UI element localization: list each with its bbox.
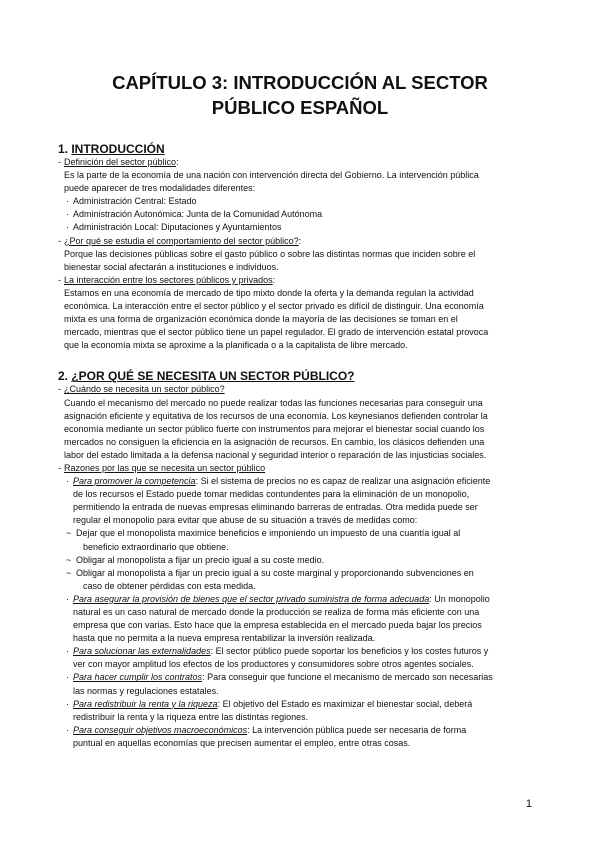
interaction-item xyxy=(58,274,548,287)
reason-provision xyxy=(58,593,548,606)
title-line-2: PÚBLICO ESPAÑOL xyxy=(211,97,389,118)
page-number: 1 xyxy=(525,798,532,810)
reason-label: Para asegurar la provisión de bienes que el sector privado suministra de forma adecuada xyxy=(73,593,430,604)
modality-item xyxy=(58,208,548,221)
when-label: ¿Cuándo se necesita un sector público? xyxy=(64,384,225,395)
page-title xyxy=(0,70,600,120)
interaction-text-line: mixta es una forma de organización económica donde la mayoría de las decisiones se toman en el xyxy=(64,314,458,325)
section-2-heading xyxy=(58,369,548,383)
reason-contracts xyxy=(58,671,548,684)
reason-text-line: regular el monopolio para evitar que abuse de su situación a través de medidas como: xyxy=(73,515,418,526)
reasons-label: Razones por las que se necesita un sector público xyxy=(64,462,266,473)
reason-text: : El sector público puede soportar los beneficios y los costes futuros y xyxy=(210,646,489,657)
reason-competition xyxy=(58,475,548,488)
dash-marker: - xyxy=(58,274,61,285)
reason-label: Para promover la competencia xyxy=(73,476,196,487)
bullet-marker: · xyxy=(66,222,69,233)
section-2-number: 2. xyxy=(58,369,72,384)
document-body xyxy=(58,142,548,750)
measure-text: Dejar que el monopolista maximice beneficios e imponiendo un impuesto de una cuantía igual al xyxy=(76,528,461,539)
definition-item xyxy=(58,156,548,169)
reason-label: Para conseguir objetivos macroeconómicos xyxy=(73,724,248,735)
interaction-colon: : xyxy=(272,274,276,285)
tilde-marker: ~ xyxy=(66,528,72,539)
reason-text-line: natural es un caso natural de mercado donde la producción se realiza de forma más eficiente con una xyxy=(73,607,480,617)
reason-externalities xyxy=(58,645,548,658)
reason-text-line: de los recursos el Estado puede tomar medidas contundentes para la eliminación de un monopolio, xyxy=(73,489,470,500)
measure-text: Obligar al monopolista a fijar un precio igual a su coste marginal y proporcionando subvenciones en xyxy=(76,567,474,578)
bullet-marker: · xyxy=(66,593,69,604)
reason-text: : Si el sistema de precios no es capaz de realizar una asignación eficiente xyxy=(195,476,491,487)
why-colon: : xyxy=(298,235,302,246)
reason-label: Para hacer cumplir los contratos xyxy=(73,672,203,683)
why-text-line: bienestar social afectarán a instituciones e individuos. xyxy=(64,261,279,272)
modality-text: Administración Autonómica: Junta de la Comunidad Autónoma xyxy=(73,209,323,220)
reason-text-line: redistribuir la renta y la riqueza entre las distintas regiones. xyxy=(73,711,309,722)
title-line-1: CAPÍTULO 3: INTRODUCCIÓN AL SECTOR xyxy=(112,72,488,93)
bullet-marker: · xyxy=(66,646,69,657)
measure-item xyxy=(58,554,548,567)
dash-marker: - xyxy=(58,235,61,246)
dash-marker: - xyxy=(58,157,61,167)
reasons-item xyxy=(58,462,548,475)
when-text-line: mercados no consiguen la eficiencia en la asignación de recursos. En cambio, los clásicos defienden una xyxy=(64,436,485,447)
modality-item xyxy=(58,221,548,234)
why-text-line: Porque las decisiones públicas sobre el gasto público o sobre las distintas normas que inciden sobre el xyxy=(64,248,476,259)
section-1-title: INTRODUCCIÓN xyxy=(71,142,165,156)
reason-text: : Un monopolio xyxy=(429,593,490,604)
bullet-marker: · xyxy=(66,476,69,487)
reason-text: : La intervención pública puede ser necesaria de forma xyxy=(247,724,467,735)
reason-label: Para redistribuir la renta y la riqueza xyxy=(73,698,218,709)
bullet-marker: · xyxy=(66,698,69,709)
measure-text-line: caso de obtener pérdidas con esta medida. xyxy=(83,580,256,591)
modality-text: Administración Central: Estado xyxy=(73,196,197,207)
reason-text-line: ver con mayor amplitud los efectos de los productores y consumidores sobre otros agentes sociales. xyxy=(73,659,474,670)
dash-marker: - xyxy=(58,462,61,473)
definition-colon: : xyxy=(176,157,179,167)
interaction-text-line: que la economía mixta se aproxime a la planificada o a la capitalista de libre mercado. xyxy=(64,340,408,351)
definition-text-line: puede aparecer de tres modalidades diferentes: xyxy=(64,183,256,194)
reason-redistribution xyxy=(58,698,548,711)
interaction-text-line: mercado, mientras que el sector público tiene un papel regulador. El grado de intervención estatal provoca xyxy=(64,327,489,338)
interaction-text-line: Estamos en una economía de mercado de tipo mixto donde la oferta y la demanda regulan la actividad xyxy=(64,287,474,298)
when-text-line: labor del estado limitada a la defensa nacional y seguridad interior o reparación de las injusticias sociales. xyxy=(64,449,487,460)
section-2-title: ¿POR QUÉ SE NECESITA UN SECTOR PÚBLICO? xyxy=(71,369,355,384)
why-label: ¿Por qué se estudia el comportamiento del sector público? xyxy=(64,235,299,246)
measure-item xyxy=(58,567,548,580)
definition-text-line: Es la parte de la economía de una nación con intervención directa del Gobierno. La intervención pública xyxy=(64,170,479,181)
when-item xyxy=(58,383,548,396)
dash-marker: - xyxy=(58,384,61,395)
why-item xyxy=(58,235,548,248)
section-1-number: 1. xyxy=(58,142,72,156)
reason-text: : El objetivo del Estado es maximizar el bienestar social, deberá xyxy=(217,698,473,709)
bullet-marker: · xyxy=(66,196,69,207)
reason-text-line: empresa que con varias. Esto hace que la empresa establecida en el mercado pueda bajar los precios xyxy=(73,620,482,631)
reason-text-line: hasta que no permita a la nueva empresa rentabilizar la inversión realizada. xyxy=(73,633,376,644)
measure-text-line: beneficio extraordinario que obtiene. xyxy=(83,541,229,552)
tilde-marker: ~ xyxy=(66,554,72,565)
reason-text-line: permitiendo la entrada de nuevas empresas eliminando barreras de entradas. Otra medida puede ser xyxy=(73,502,478,513)
interaction-text-line: económica. La interacción entre el sector público y el sector privado es difícil de distinguir. Una economía xyxy=(64,301,484,312)
reason-text-line: las normas y regulaciones estatales. xyxy=(73,685,219,696)
definition-label: Definición del sector público xyxy=(64,157,177,167)
interaction-label: La interacción entre los sectores públicos y privados xyxy=(64,274,273,285)
measure-item xyxy=(58,527,548,540)
bullet-marker: · xyxy=(66,724,69,735)
tilde-marker: ~ xyxy=(66,567,72,578)
reason-text-line: puntual en aquellas economías que precisen aumentar el empleo, entre otras cosas. xyxy=(73,737,411,748)
bullet-marker: · xyxy=(66,209,69,220)
modality-item xyxy=(58,195,548,208)
section-1-heading xyxy=(58,142,548,156)
when-text-line: Cuando el mecanismo del mercado no puede realizar todas las funciones necesarias para conseguir una xyxy=(64,397,483,408)
reason-macro xyxy=(58,724,548,737)
measure-text: Obligar al monopolista a fijar un precio igual a su coste medio. xyxy=(76,554,325,565)
when-text-line: asignación eficiente y equitativa de los recursos de una economía. Los keynesianos defienden controlar la xyxy=(64,410,488,421)
modality-text: Administración Local: Diputaciones y Ayuntamientos xyxy=(73,222,282,233)
reason-text: : Para conseguir que funcione el mecanismo de mercado son necesarias xyxy=(202,672,493,683)
when-text-line: economía mediante un sector público fuerte con instrumentos para mejorar el bienestar social cuando los xyxy=(64,423,485,434)
reason-label: Para solucionar las externalidades xyxy=(73,646,211,657)
bullet-marker: · xyxy=(66,672,69,683)
